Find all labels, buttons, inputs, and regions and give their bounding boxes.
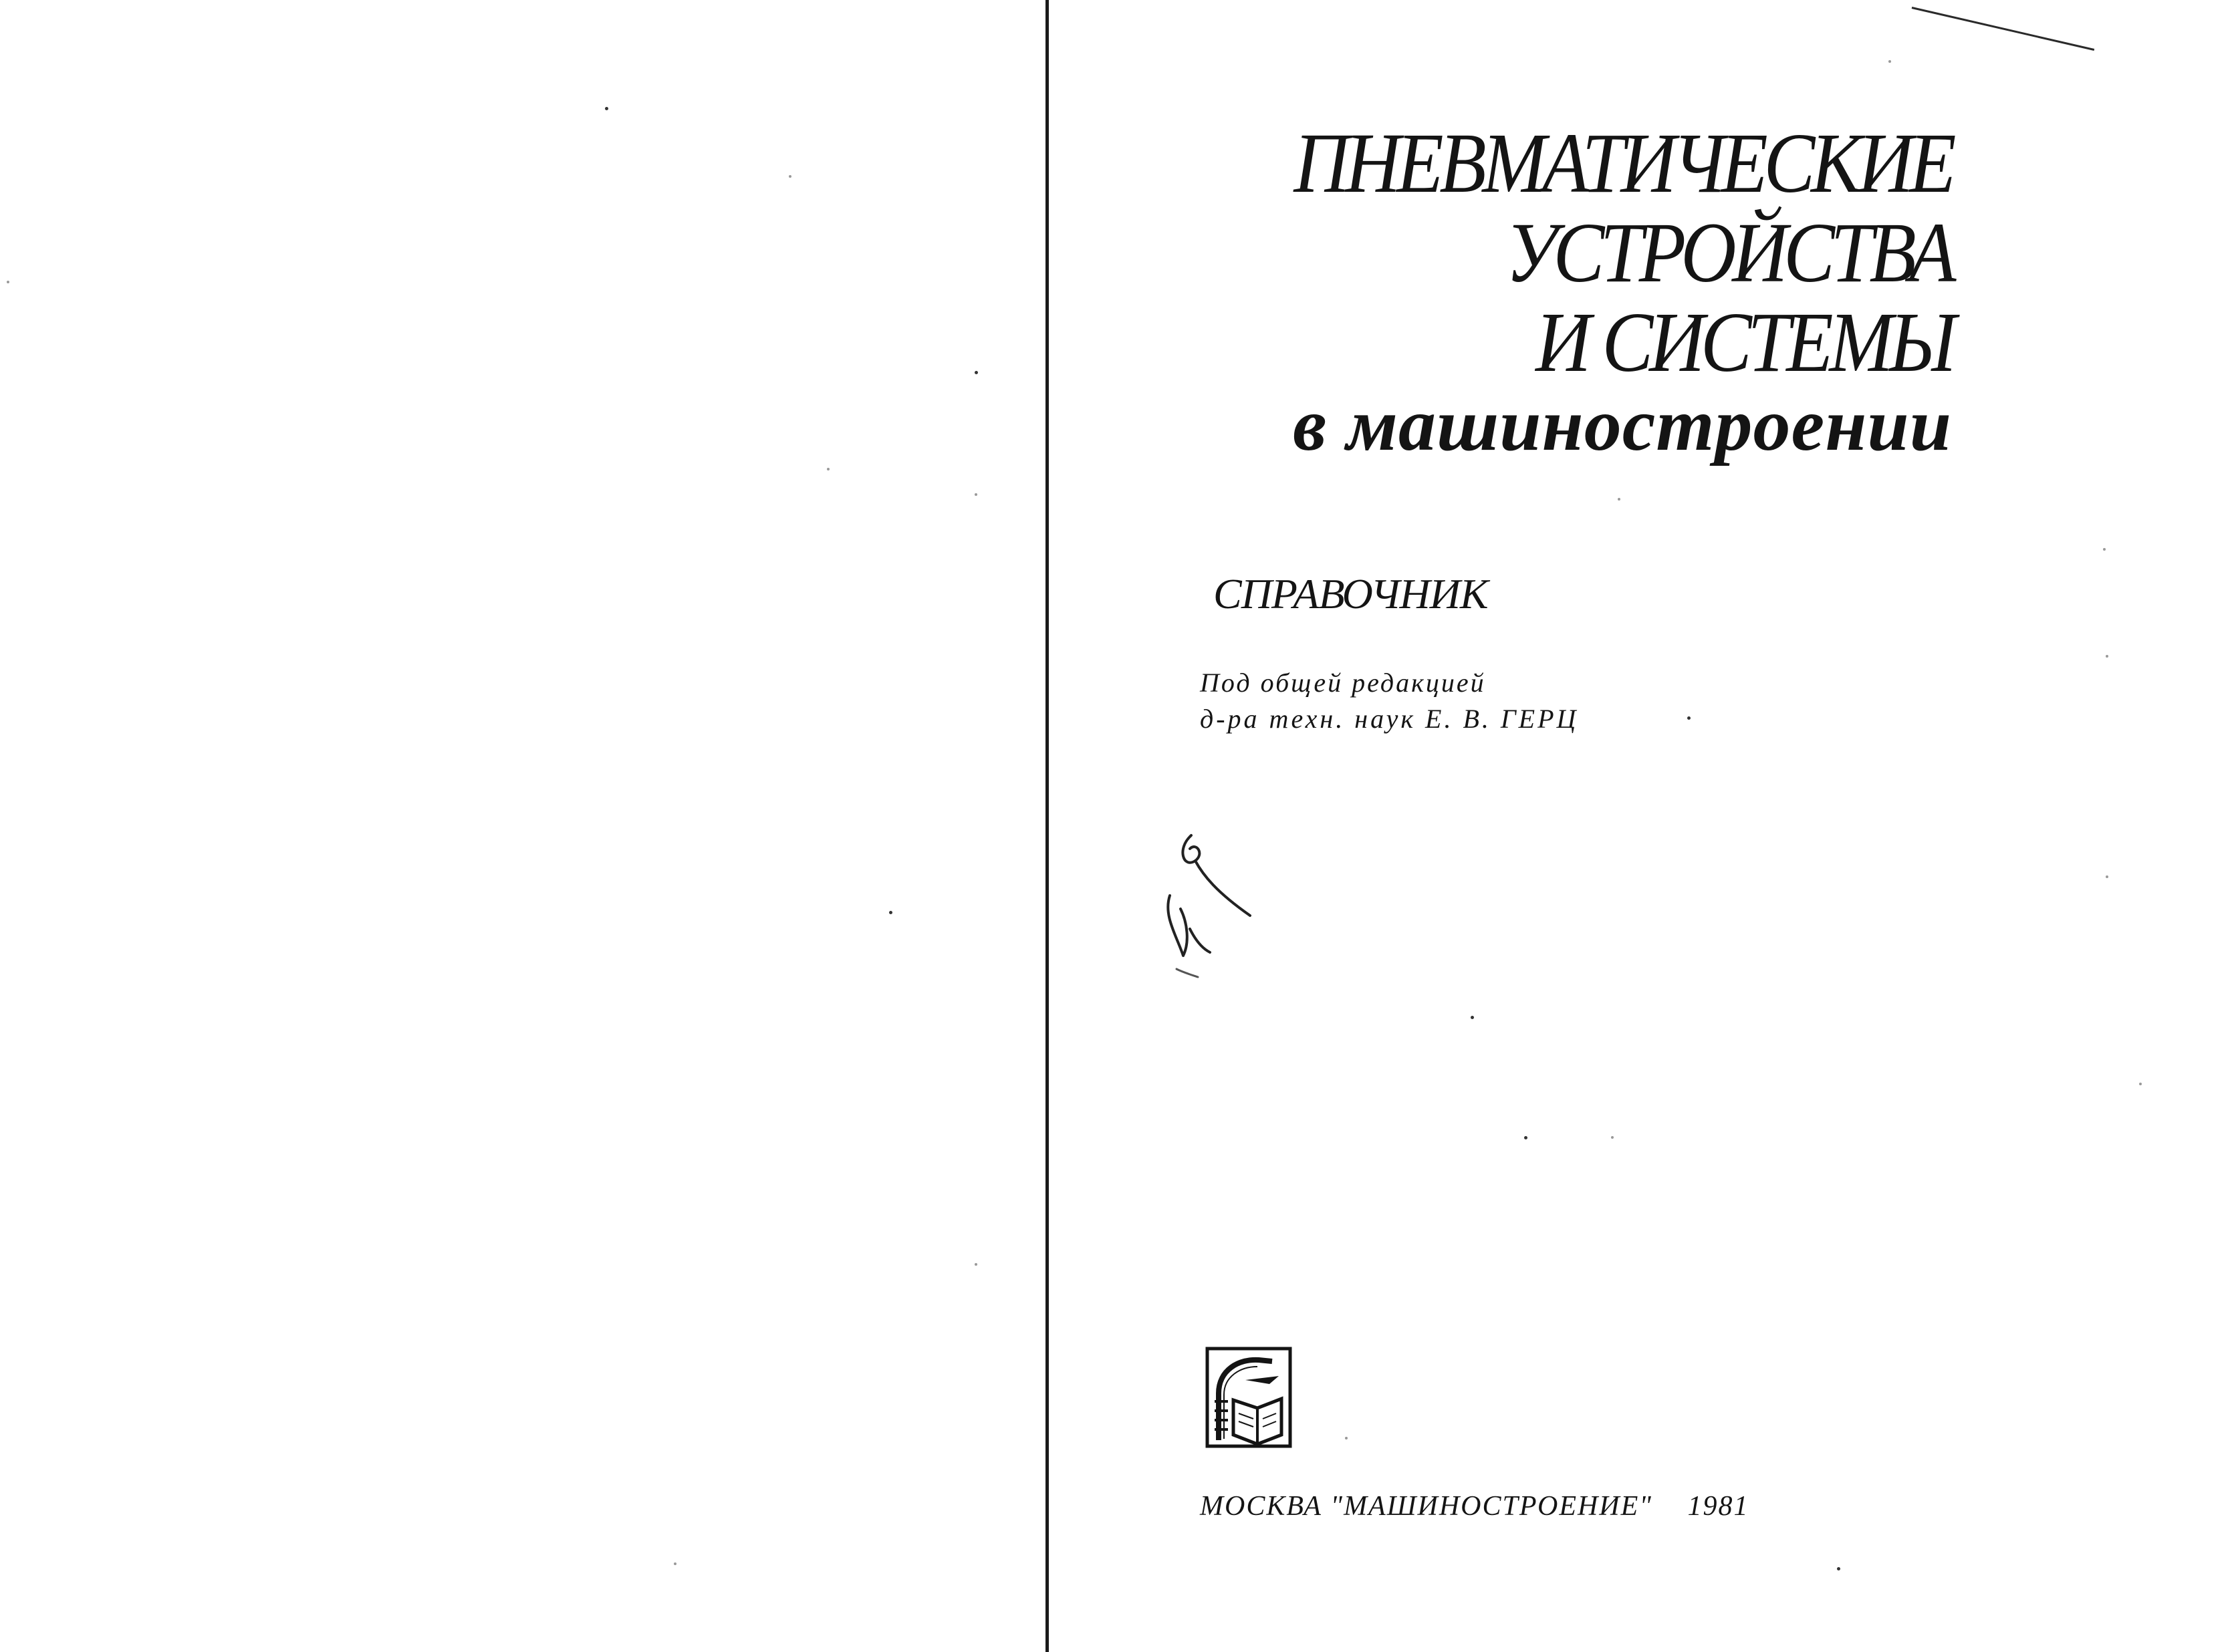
scan-speck xyxy=(1837,1567,1840,1570)
scan-speck xyxy=(1687,716,1691,720)
scan-stroke xyxy=(1912,7,2094,51)
title-line-3: И СИСТЕМЫ xyxy=(1535,295,1952,390)
title-line-1: ПНЕВМАТИЧЕСКИЕ xyxy=(1293,116,1952,211)
scan-speck xyxy=(1888,60,1891,63)
title-line-2: УСТРОЙСТВА xyxy=(1505,205,1952,300)
book-subtitle: в машиностроении xyxy=(1293,384,1952,466)
scan-speck xyxy=(2106,875,2108,878)
imprint-place-publisher: МОСКВА "МАШИНОСТРОЕНИЕ" xyxy=(1200,1491,1652,1522)
scan-speck xyxy=(674,1562,676,1565)
scan-speck xyxy=(1611,1136,1614,1139)
handwritten-annotation xyxy=(1156,829,1263,982)
imprint-year: 1981 xyxy=(1687,1491,1749,1522)
editor-line-2: д-ра техн. наук Е. В. ГЕРЦ xyxy=(1200,704,1579,734)
scan-speck xyxy=(2103,548,2106,551)
scan-speck xyxy=(889,911,892,914)
book-kind: СПРАВОЧНИК xyxy=(1213,570,1488,617)
scan-speck xyxy=(2139,1083,2142,1085)
publisher-emblem-icon xyxy=(1205,1347,1292,1448)
book-spine xyxy=(1045,0,1049,1652)
scan-speck xyxy=(975,493,977,496)
scan-speck xyxy=(975,371,978,374)
scan-speck xyxy=(1471,1016,1474,1019)
editor-line-1: Под общей редакцией xyxy=(1200,668,1486,698)
scan-speck xyxy=(1345,1437,1348,1439)
scan-speck xyxy=(1524,1136,1527,1139)
scan-speck xyxy=(605,107,608,110)
imprint xyxy=(1200,1490,1749,1522)
scan-speck xyxy=(1618,498,1620,501)
editor-credit xyxy=(1200,665,1578,737)
book-title xyxy=(1221,116,1952,390)
scan-speck xyxy=(7,281,9,283)
scan-speck xyxy=(789,175,791,178)
scan-speck xyxy=(2106,655,2108,658)
scan-speck xyxy=(975,1263,977,1266)
scan-speck xyxy=(827,468,830,470)
